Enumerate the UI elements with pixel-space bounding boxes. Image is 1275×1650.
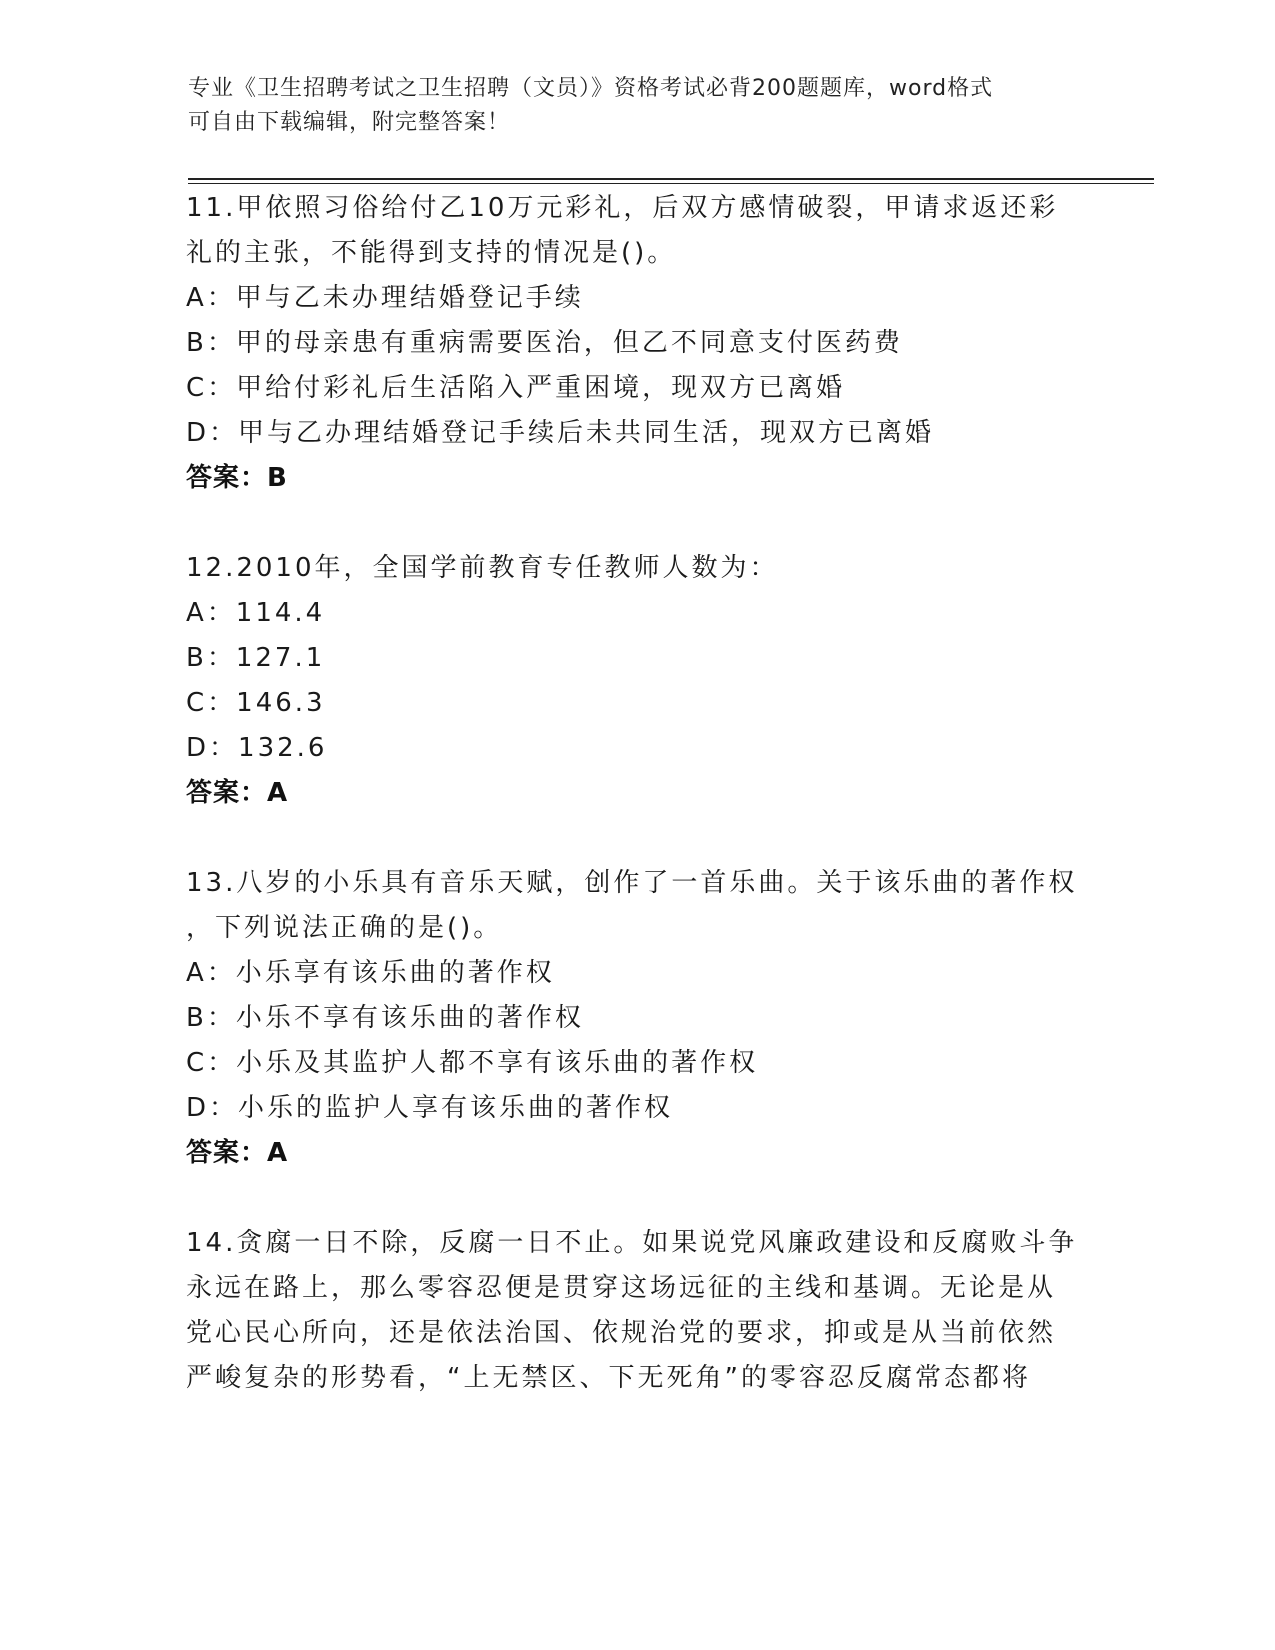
answer: 答案：A [186,778,289,808]
answer: 答案：B [186,463,288,493]
option-a: A：甲与乙未办理结婚登记手续 [186,283,584,313]
option-a: A：114.4 [186,598,326,628]
question-12 [186,546,1086,816]
header-line-2: 可自由下载编辑，附完整答案！ [188,110,511,135]
question-text-line: 礼的主张，不能得到支持的情况是()。 [186,238,677,268]
question-text-line: 党心民心所向，还是依法治国、依规治党的要求，抑或是从当前依然 [186,1318,1057,1348]
option-c: C：小乐及其监护人都不享有该乐曲的著作权 [186,1048,759,1078]
question-text-line: 14.贪腐一日不除，反腐一日不止。如果说党风廉政建设和反腐败斗争 [186,1228,1078,1258]
question-list [186,186,1086,1401]
question-text-line: 严峻复杂的形势看，“上无禁区、下无死角”的零容忍反腐常态都将 [186,1363,1031,1393]
question-text-line: ，下列说法正确的是()。 [186,913,503,943]
spacer [186,501,1086,546]
option-b: B：甲的母亲患有重病需要医治，但乙不同意支付医药费 [186,328,903,358]
spacer [186,1176,1086,1221]
question-text-line: 13.八岁的小乐具有音乐天赋，创作了一首乐曲。关于该乐曲的著作权 [186,868,1078,898]
header-rule-thick [188,178,1154,180]
question-text-line: 永远在路上，那么零容忍便是贯穿这场远征的主线和基调。无论是从 [186,1273,1057,1303]
answer: 答案：A [186,1138,289,1168]
document-header [188,72,1068,140]
spacer [186,816,1086,861]
question-11 [186,186,1086,501]
option-a: A：小乐享有该乐曲的著作权 [186,958,555,988]
header-line-1: 专业《卫生招聘考试之卫生招聘（文员）》资格考试必背200题题库，word格式 [188,76,994,101]
option-d: D：甲与乙办理结婚登记手续后未共同生活，现双方已离婚 [186,418,935,448]
option-c: C：甲给付彩礼后生活陷入严重困境，现双方已离婚 [186,373,846,403]
question-text-line: 11.甲依照习俗给付乙10万元彩礼，后双方感情破裂，甲请求返还彩 [186,193,1059,223]
option-b: B：127.1 [186,643,326,673]
option-b: B：小乐不享有该乐曲的著作权 [186,1003,584,1033]
option-c: C：146.3 [186,688,326,718]
option-d: D：小乐的监护人享有该乐曲的著作权 [186,1093,674,1123]
option-d: D：132.6 [186,733,328,763]
question-13 [186,861,1086,1176]
question-14 [186,1221,1086,1401]
question-text-line: 12.2010年，全国学前教育专任教师人数为： [186,553,779,583]
header-rule-thin [188,183,1154,184]
